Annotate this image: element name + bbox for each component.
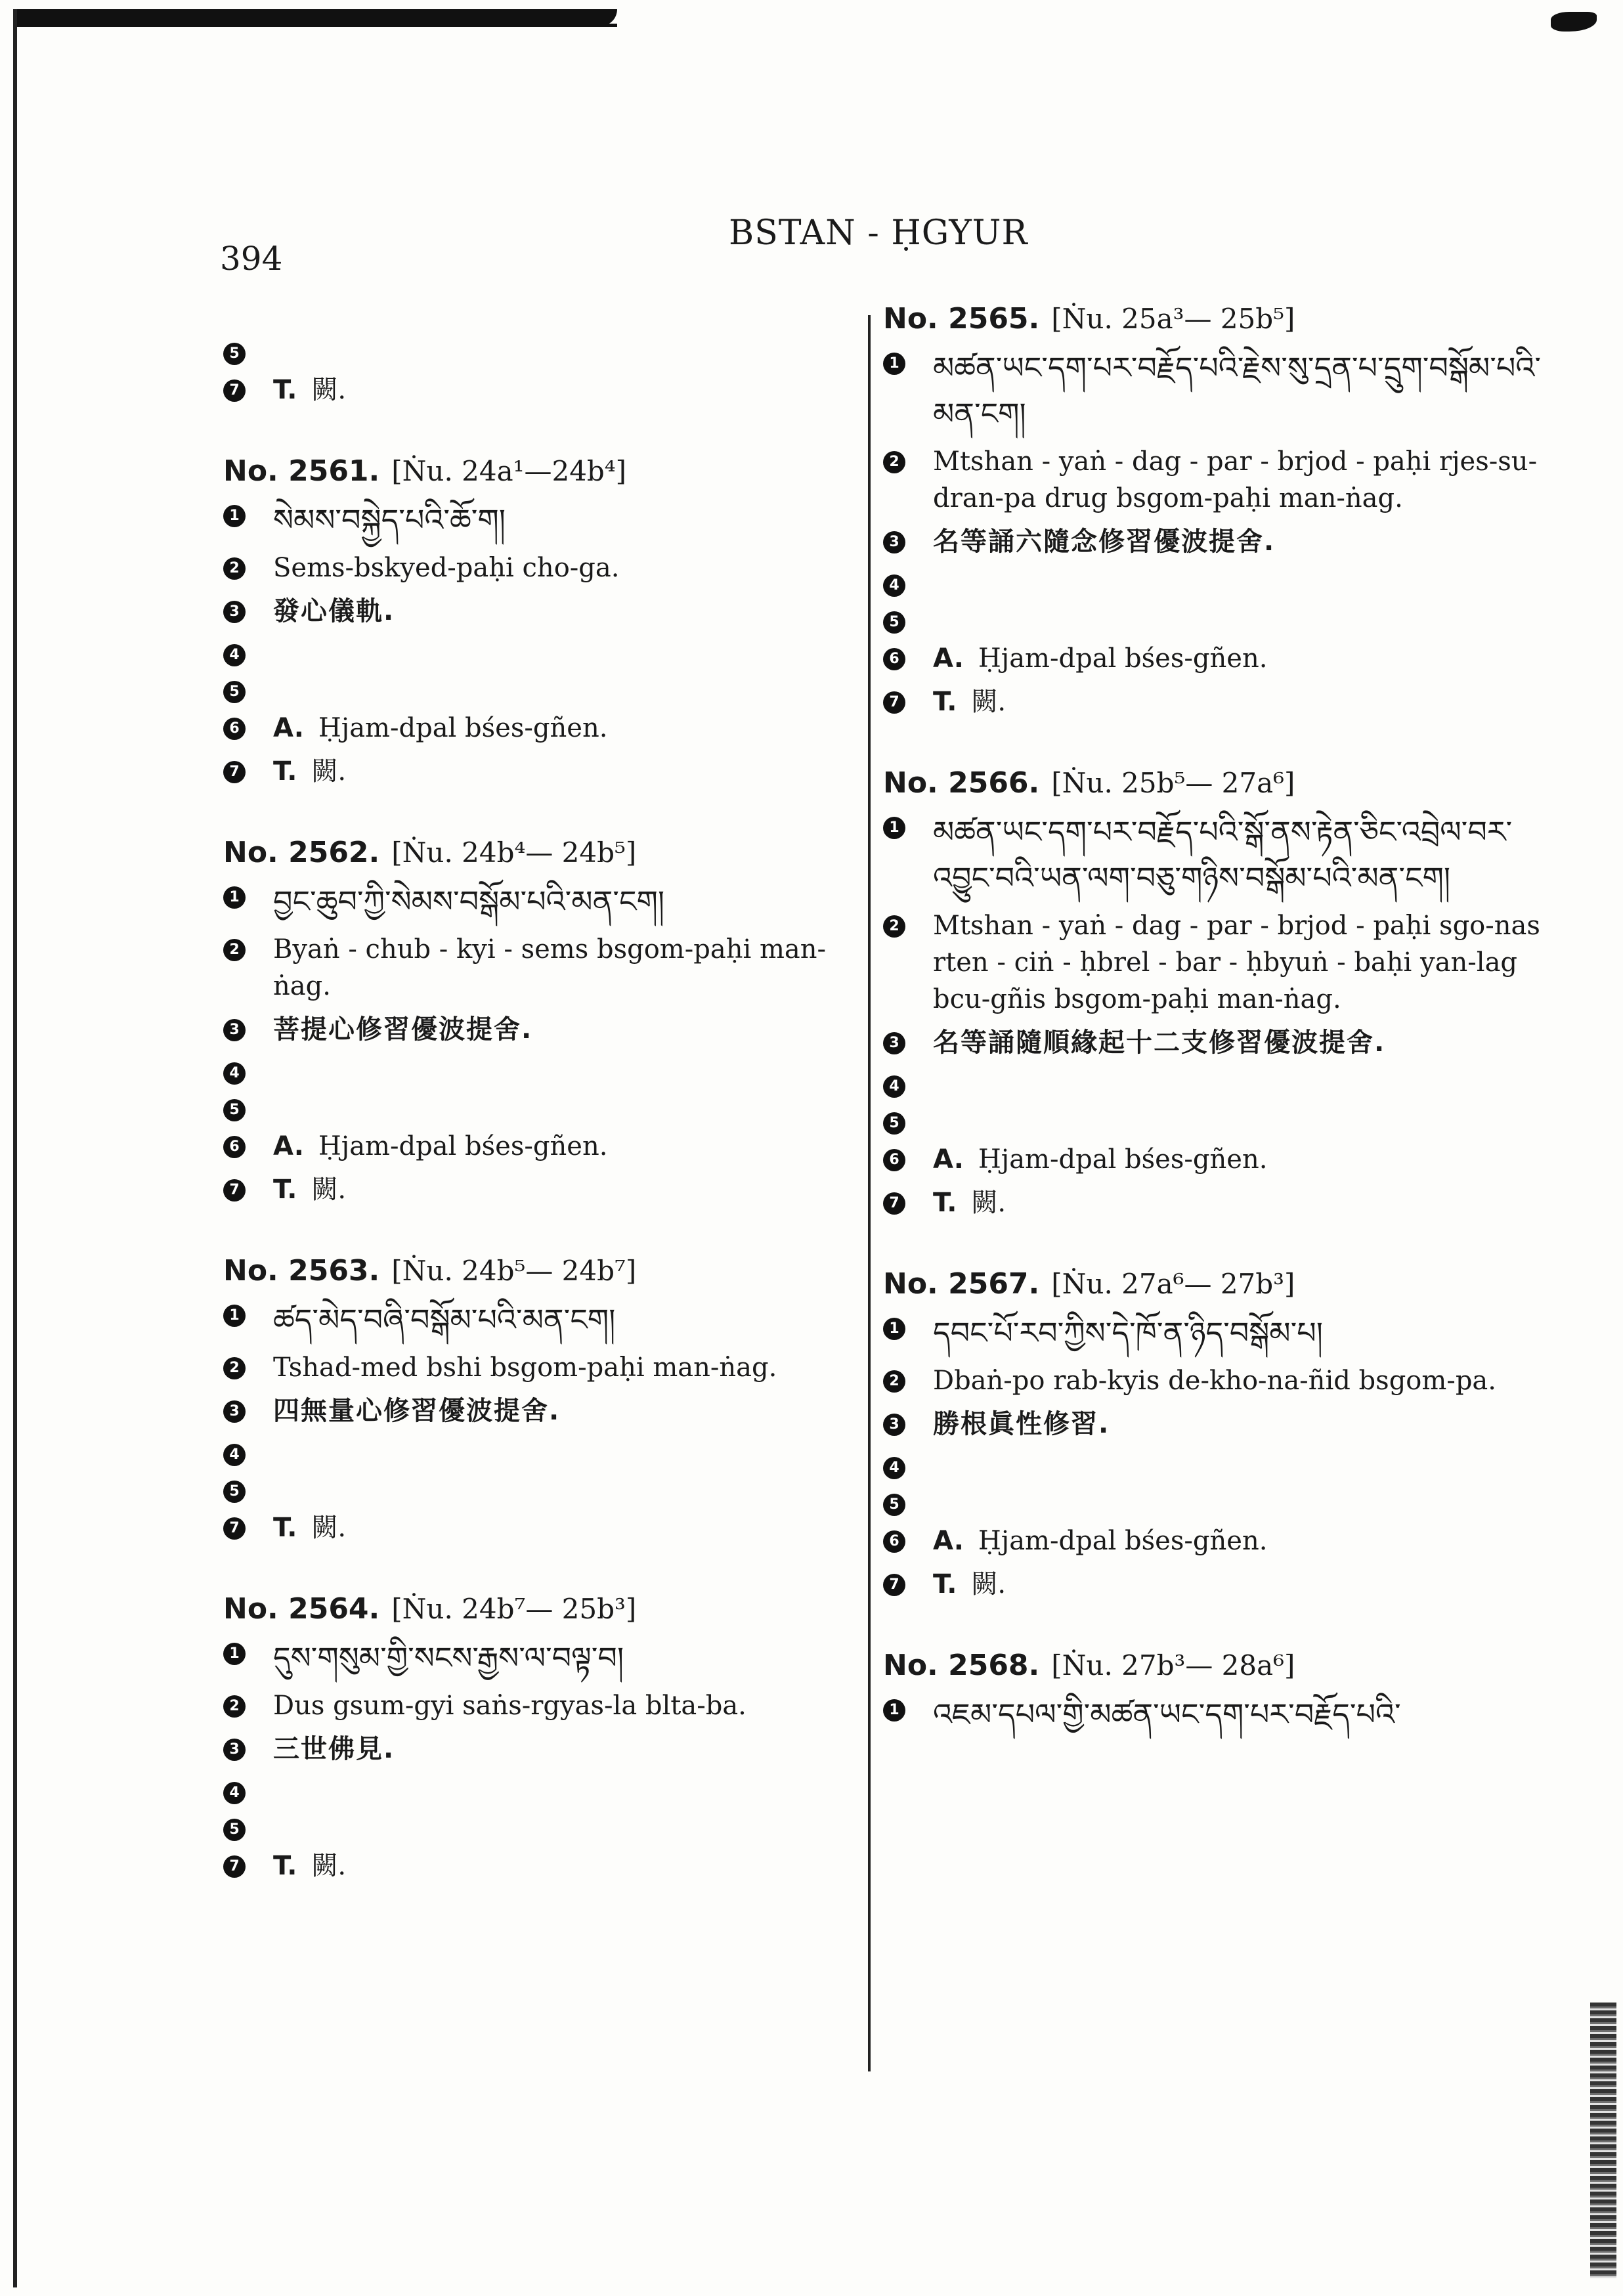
entry-field-row [883, 809, 1559, 901]
entry-field-row [883, 567, 1559, 597]
entry-field-row [883, 1566, 1559, 1603]
circled-number-icon: 5 [223, 1099, 246, 1121]
circled-number-icon: 1 [223, 1643, 246, 1665]
circled-number-icon: 1 [223, 886, 246, 909]
entry-field-row [223, 335, 880, 365]
entry-heading [883, 1649, 1559, 1682]
field-text [933, 640, 1559, 677]
entry-field-row [223, 1091, 880, 1121]
field-label: T. [273, 1175, 297, 1205]
field-value: 闕. [971, 687, 1006, 717]
field-value: 闕. [311, 1851, 347, 1881]
field-text: Dus gsum-gyi saṅs-rgyas-la blta-ba. [273, 1691, 747, 1721]
circled-number-icon: 2 [223, 1695, 246, 1718]
field-value: 闕. [971, 1569, 1006, 1599]
entry-heading [883, 766, 1559, 800]
entry-field-row [883, 1449, 1559, 1479]
chinese-title: 菩提心修習優波提舍. [273, 1014, 533, 1045]
circled-number-icon: 7 [883, 691, 905, 714]
entry-folio-reference: [Ṅu. 27a⁶— 27b³] [1051, 1268, 1295, 1300]
chinese-title: 發心儀軌. [273, 596, 395, 626]
entry-heading [223, 836, 880, 869]
field-value: Ḥjam-dpal bśes-gñen. [978, 1526, 1268, 1556]
entry-field-row [223, 497, 880, 543]
entry-field-row [223, 1436, 880, 1466]
field-text: Sems-bskyed-paḥi cho-ga. [273, 553, 620, 583]
catalogue-entry [883, 302, 1559, 720]
circled-number-icon: 3 [883, 531, 905, 553]
entry-field-row [883, 443, 1559, 517]
entry-field-row [223, 1054, 880, 1085]
entry-number: No. 2561. [223, 454, 380, 488]
circled-number-icon: 1 [223, 1305, 246, 1327]
entry-folio-reference: [Ṅu. 25a³— 25b⁵] [1051, 303, 1295, 335]
circled-number-icon: 5 [223, 1819, 246, 1841]
catalogue-entry [883, 1649, 1559, 1737]
field-value: Ḥjam-dpal bśes-gñen. [978, 1144, 1268, 1175]
field-text [933, 1184, 1559, 1221]
circled-number-icon: 7 [223, 1517, 246, 1540]
catalogue-entry [883, 766, 1559, 1221]
circled-number-icon: 7 [883, 1574, 905, 1596]
field-text: Dbaṅ-po rab-kyis de-kho-na-ñid bsgom-pa. [933, 1366, 1496, 1396]
circled-number-icon: 2 [223, 939, 246, 961]
field-value: 闕. [311, 1513, 347, 1543]
catalogue-entry [223, 335, 880, 408]
tibetan-title: འཇམ་དཔལ་གྱི་མཚན་ཡང་དག་པར་བརྗོད་པའི་ [933, 1697, 1401, 1732]
entry-folio-reference: [Ṅu. 24b⁵— 24b⁷] [391, 1255, 637, 1287]
entry-field-row [883, 345, 1559, 437]
field-value: Ḥjam-dpal bśes-gñen. [318, 1131, 608, 1161]
entry-field-row [223, 1509, 880, 1546]
circled-number-icon: 2 [883, 451, 905, 473]
entry-number: No. 2566. [883, 766, 1040, 800]
field-text [273, 1848, 880, 1884]
tibetan-title: སེམས་བསྐྱེད་པའི་ཆོ་ག། [273, 502, 506, 538]
scan-left-edge [13, 9, 17, 2287]
circled-number-icon: 5 [223, 1481, 246, 1503]
entry-field-row [223, 753, 880, 790]
tibetan-title: མཚན་ཡང་དག་པར་བརྗོད་པའི་སྒོ་ནས་རྟེན་ཅིང་འབྲེལ་བར་འབྱུང་བའི་ཡན་ལག་བཅུ་གཉིས་བསྒོམ་པའི་མན་ངག། [933, 814, 1513, 896]
right-column [883, 302, 1559, 1744]
field-label: A. [933, 1144, 964, 1175]
field-text: Byaṅ - chub - kyi - sems bsgom-paḥi man-ṅag. [273, 934, 827, 1001]
entry-field-row [223, 1731, 880, 1767]
entry-field-row [883, 1362, 1559, 1399]
field-text [933, 1141, 1559, 1178]
circled-number-icon: 6 [883, 648, 905, 670]
entry-heading [223, 1254, 880, 1288]
scan-edge-noise [1590, 2003, 1616, 2278]
entry-field-row [883, 1310, 1559, 1356]
circled-number-icon: 5 [223, 681, 246, 703]
circled-number-icon: 3 [223, 1739, 246, 1761]
field-label: T. [273, 1513, 297, 1543]
entry-field-row [883, 1523, 1559, 1559]
circled-number-icon: 6 [883, 1530, 905, 1553]
circled-number-icon: 5 [883, 1494, 905, 1516]
circled-number-icon: 2 [883, 1370, 905, 1393]
circled-number-icon: 3 [883, 1032, 905, 1054]
catalogue-entry [223, 1592, 880, 1884]
circled-number-icon: 4 [883, 1457, 905, 1479]
entry-heading [883, 1267, 1559, 1301]
field-value: 闕. [311, 756, 347, 787]
entry-field-row [223, 710, 880, 747]
circled-number-icon: 3 [223, 1400, 246, 1423]
field-text [273, 710, 880, 747]
entry-field-row [883, 683, 1559, 720]
tibetan-title: ཚད་མེད་བཞི་བསྒོམ་པའི་མན་ངག། [273, 1302, 616, 1337]
circled-number-icon: 3 [223, 601, 246, 623]
entry-heading [223, 1592, 880, 1626]
field-label: T. [273, 756, 297, 787]
tibetan-title: བྱང་ཆུབ་ཀྱི་སེམས་བསྒོམ་པའི་མན་ངག། [273, 884, 665, 919]
entry-field-row [223, 1687, 880, 1724]
circled-number-icon: 4 [223, 1782, 246, 1804]
entry-field-row [223, 1811, 880, 1841]
entry-field-row [223, 636, 880, 666]
entry-field-row [223, 673, 880, 703]
field-text: Mtshan - yaṅ - dag - par - brjod - paḥi rjes-su-dran-pa drug bsgom-paḥi man-ṅag. [933, 446, 1538, 513]
entry-heading [223, 454, 880, 488]
field-label: T. [933, 687, 957, 717]
field-label: T. [933, 1569, 957, 1599]
circled-number-icon: 1 [883, 817, 905, 839]
entry-field-row [223, 1635, 880, 1681]
circled-number-icon: 2 [883, 915, 905, 938]
circled-number-icon: 7 [223, 1179, 246, 1202]
entry-field-row [883, 1068, 1559, 1098]
entry-field-row [223, 1011, 880, 1048]
circled-number-icon: 4 [883, 1075, 905, 1098]
chinese-title: 勝根眞性修習. [933, 1409, 1110, 1439]
entry-folio-reference: [Ṅu. 27b³— 28a⁶] [1051, 1649, 1295, 1681]
circled-number-icon: 7 [223, 1855, 246, 1878]
field-text [273, 1509, 880, 1546]
circled-number-icon: 4 [883, 574, 905, 597]
entry-field-row [883, 523, 1559, 560]
entry-field-row [883, 1406, 1559, 1442]
entry-number: No. 2564. [223, 1592, 380, 1626]
field-text [273, 1128, 880, 1165]
entry-field-row [883, 907, 1559, 1018]
catalogue-entry [223, 454, 880, 790]
circled-number-icon: 5 [883, 611, 905, 634]
circled-number-icon: 6 [223, 718, 246, 740]
entry-field-row [883, 1104, 1559, 1135]
entry-folio-reference: [Ṅu. 24b⁴— 24b⁵] [391, 836, 637, 869]
entry-field-row [223, 372, 880, 408]
entry-folio-reference: [Ṅu. 24b⁷— 25b³] [391, 1593, 637, 1625]
entry-field-row [883, 1691, 1559, 1737]
circled-number-icon: 1 [883, 1699, 905, 1722]
field-text [273, 753, 880, 790]
field-value: Ḥjam-dpal bśes-gñen. [978, 643, 1268, 674]
entry-field-row [223, 878, 880, 924]
chinese-title: 名等誦六隨念修習優波提舍. [933, 527, 1276, 557]
circled-number-icon: 5 [883, 1112, 905, 1135]
entry-field-row [223, 931, 880, 1005]
entry-field-row [223, 1128, 880, 1165]
chinese-title: 三世佛見. [273, 1734, 395, 1764]
circled-number-icon: 7 [883, 1192, 905, 1215]
field-label: A. [933, 1526, 964, 1556]
circled-number-icon: 1 [883, 1318, 905, 1340]
page-number: 394 [220, 240, 283, 278]
tibetan-title: དབང་པོ་རབ་ཀྱིས་དེ་ཁོ་ན་ཉིད་བསྒོམ་པ། [933, 1315, 1323, 1351]
entry-field-row [223, 1349, 880, 1386]
circled-number-icon: 4 [223, 644, 246, 666]
entry-field-row [223, 550, 880, 586]
entry-field-row [223, 1774, 880, 1804]
field-label: A. [933, 643, 964, 674]
entry-number: No. 2563. [223, 1254, 380, 1288]
tibetan-title: དུས་གསུམ་གྱི་སངས་རྒྱས་ལ་བལྟ་བ། [273, 1640, 624, 1676]
circled-number-icon: 1 [883, 353, 905, 375]
field-text [933, 1523, 1559, 1559]
field-text [933, 683, 1559, 720]
entry-field-row [223, 1297, 880, 1343]
circled-number-icon: 2 [223, 557, 246, 580]
circled-number-icon: 4 [223, 1062, 246, 1085]
entry-field-row [223, 1171, 880, 1208]
circled-number-icon: 6 [223, 1136, 246, 1158]
entry-number: No. 2567. [883, 1267, 1040, 1301]
entry-field-row [223, 1848, 880, 1884]
circled-number-icon: 6 [883, 1149, 905, 1171]
entry-field-row [883, 1024, 1559, 1061]
field-value: 闕. [311, 1175, 347, 1205]
field-text [933, 1566, 1559, 1603]
field-value: 闕. [311, 375, 347, 405]
entry-field-row [883, 603, 1559, 634]
entry-number: No. 2565. [883, 302, 1040, 336]
circled-number-icon: 3 [883, 1414, 905, 1436]
entry-heading [883, 302, 1559, 336]
running-head: BSTAN - ḤGYUR [729, 213, 1028, 253]
circled-number-icon: 1 [223, 505, 246, 527]
entry-field-row [223, 593, 880, 630]
entry-number: No. 2568. [883, 1649, 1040, 1682]
circled-number-icon: 2 [223, 1357, 246, 1379]
field-label: A. [273, 1131, 304, 1161]
scan-top-rule [13, 24, 617, 27]
field-label: A. [273, 713, 304, 743]
field-text [273, 372, 880, 408]
field-text: Mtshan - yaṅ - dag - par - brjod - paḥi sgo-nas rten - ciṅ - ḥbrel - bar - ḥbyuṅ - baḥi yan-lag bcu-gñis bsgom-paḥi man-ṅag. [933, 911, 1540, 1014]
circled-number-icon: 5 [223, 343, 246, 365]
entry-field-row [883, 640, 1559, 677]
field-label: T. [273, 375, 297, 405]
field-text [273, 1171, 880, 1208]
catalogue-entry [223, 836, 880, 1208]
circled-number-icon: 7 [223, 761, 246, 783]
entry-field-row [883, 1486, 1559, 1516]
catalogue-entry [223, 1254, 880, 1546]
tibetan-title: མཚན་ཡང་དག་པར་བརྗོད་པའི་རྗེས་སུ་དྲན་པ་དྲུག་བསྒོམ་པའི་མན་ངག། [933, 350, 1541, 431]
scan-corner-smudge [1551, 12, 1597, 32]
chinese-title: 四無量心修習優波提舍. [273, 1396, 561, 1426]
entry-folio-reference: [Ṅu. 25b⁵— 27a⁶] [1051, 767, 1295, 799]
field-text: Tshad-med bshi bsgom-paḥi man-ṅag. [273, 1353, 777, 1383]
entry-folio-reference: [Ṅu. 24a¹—24b⁴] [391, 455, 627, 487]
field-value: Ḥjam-dpal bśes-gñen. [318, 713, 608, 743]
entry-number: No. 2562. [223, 836, 380, 869]
field-label: T. [273, 1851, 297, 1881]
catalogue-entry [883, 1267, 1559, 1603]
circled-number-icon: 7 [223, 379, 246, 402]
left-column [223, 328, 880, 1891]
circled-number-icon: 3 [223, 1019, 246, 1041]
entry-field-row [223, 1393, 880, 1429]
circled-number-icon: 4 [223, 1444, 246, 1466]
chinese-title: 名等誦隨順緣起十二支修習優波提舍. [933, 1028, 1386, 1058]
field-value: 闕. [971, 1188, 1006, 1218]
entry-field-row [883, 1141, 1559, 1178]
field-label: T. [933, 1188, 957, 1218]
entry-field-row [883, 1184, 1559, 1221]
entry-field-row [223, 1473, 880, 1503]
